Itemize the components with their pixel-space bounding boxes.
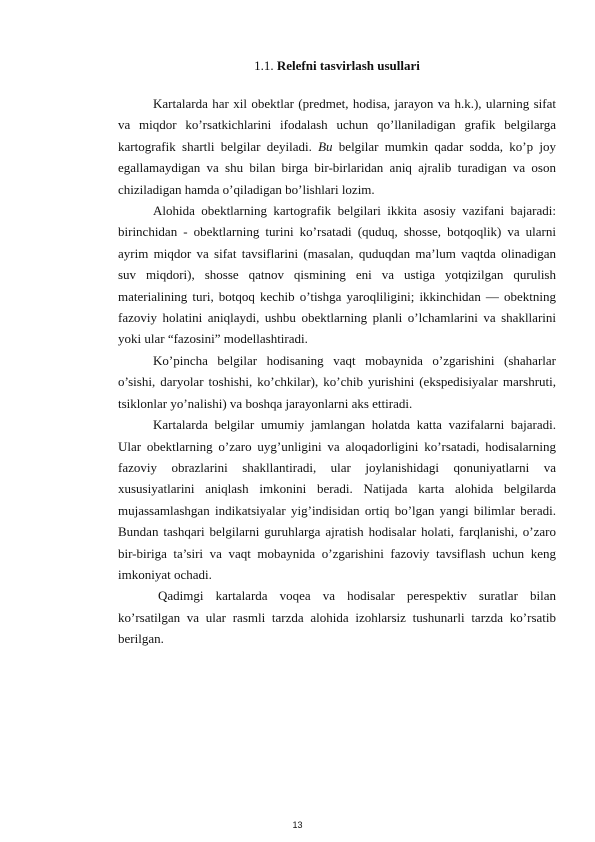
paragraph-1-text-b: belgilar mumkin qadar sodda, ko’p joy egallamaydigan va shu bilan birga bir-birlaridan aniq ajralib turadigan va oson chiziladigan hamda o’qiladigan bo’lishlari lozim. [118, 138, 556, 197]
paragraph-1 [118, 93, 556, 200]
paragraph-5: Qadimgi kartalarda voqea va hodisalar perespektiv suratlar bilan ko’rsatilgan va ular rasmli tarzda alohida izohlarsiz tushunarli tarzda ko’rsatib berilgan. [118, 588, 556, 647]
page-number: 13 [292, 820, 303, 830]
section-title: Relefni tasvirlash usullari [276, 58, 420, 73]
paragraph-1-text-a: Kartalarda har xil obektlar (predmet, hodisa, jarayon va h.k.), ularning sifat va miqdor ko’rsatkichlarini ifodalash uchun qo’llaniladigan grafik belgilarga kartografik shartli belgilar deyiladi. [118, 96, 556, 154]
paragraph-3: Ko’pincha belgilar hodisaning vaqt mobaynida o’zgarishini (shaharlar o’sishi, daryolar toshishi, ko’chkilar), ko’chib yurishini (ekspedisiyalar marshruti, tsiklonlar yo’nalishi) va boshqa jarayonlarni aks ettiradi. [118, 352, 556, 411]
paragraph-1-emphasis: Bu [318, 138, 333, 154]
paragraph-4: Kartalarda belgilar umumiy jamlangan holatda katta vazifalarni bajaradi. Ular obektlarning o’zaro uyg’unligini va aloqadorligini ko’rsatadi, hodisalarning fazoviy obrazlarini shakllantiradi, ular joylanishidagi qonuniyatlarni va xususiyatlarini aniqlash imkonini beradi. Natijada karta alohida belgilarda mujassamlashgan indikatsiyalar yig’indisidan ortiq bo’lgan yangi bilimlar beradi. Bundan tashqari belgilarni guruhlarga ajratish hodisalar holati, farqlanishi, o’zaro bir-biriga ta’siri va vaqt mobaynida o’zgarishini fazoviy tavsiflash uchun keng imkoniyat ochadi. [118, 417, 556, 582]
section-number: 1.1. [254, 58, 274, 73]
body-text [118, 93, 556, 650]
section-heading [118, 57, 556, 75]
paragraph-2: Alohida obektlarning kartografik belgilari ikkita asosiy vazifani bajaradi: birinchidan - obektlarning turini ko’rsatadi (quduq, shosse, botqoqlik) va ularni ayrim miqdor va sifat tavsiflarini (masalan, quduqdan ma’lum vaqtda olinadigan suv miqdori), shosse qatnov qismining eni va ustiga yotqizilgan qurulish materialining turi, botqoq kechib o’tishga yaroqliligini; ikkinchidan — obektning fazoviy holatini aniqlaydi, ushbu obektlarning planli o’lchamlarini va shakllarini yoki ular “fazosini” modellashtiradi. [118, 203, 556, 347]
